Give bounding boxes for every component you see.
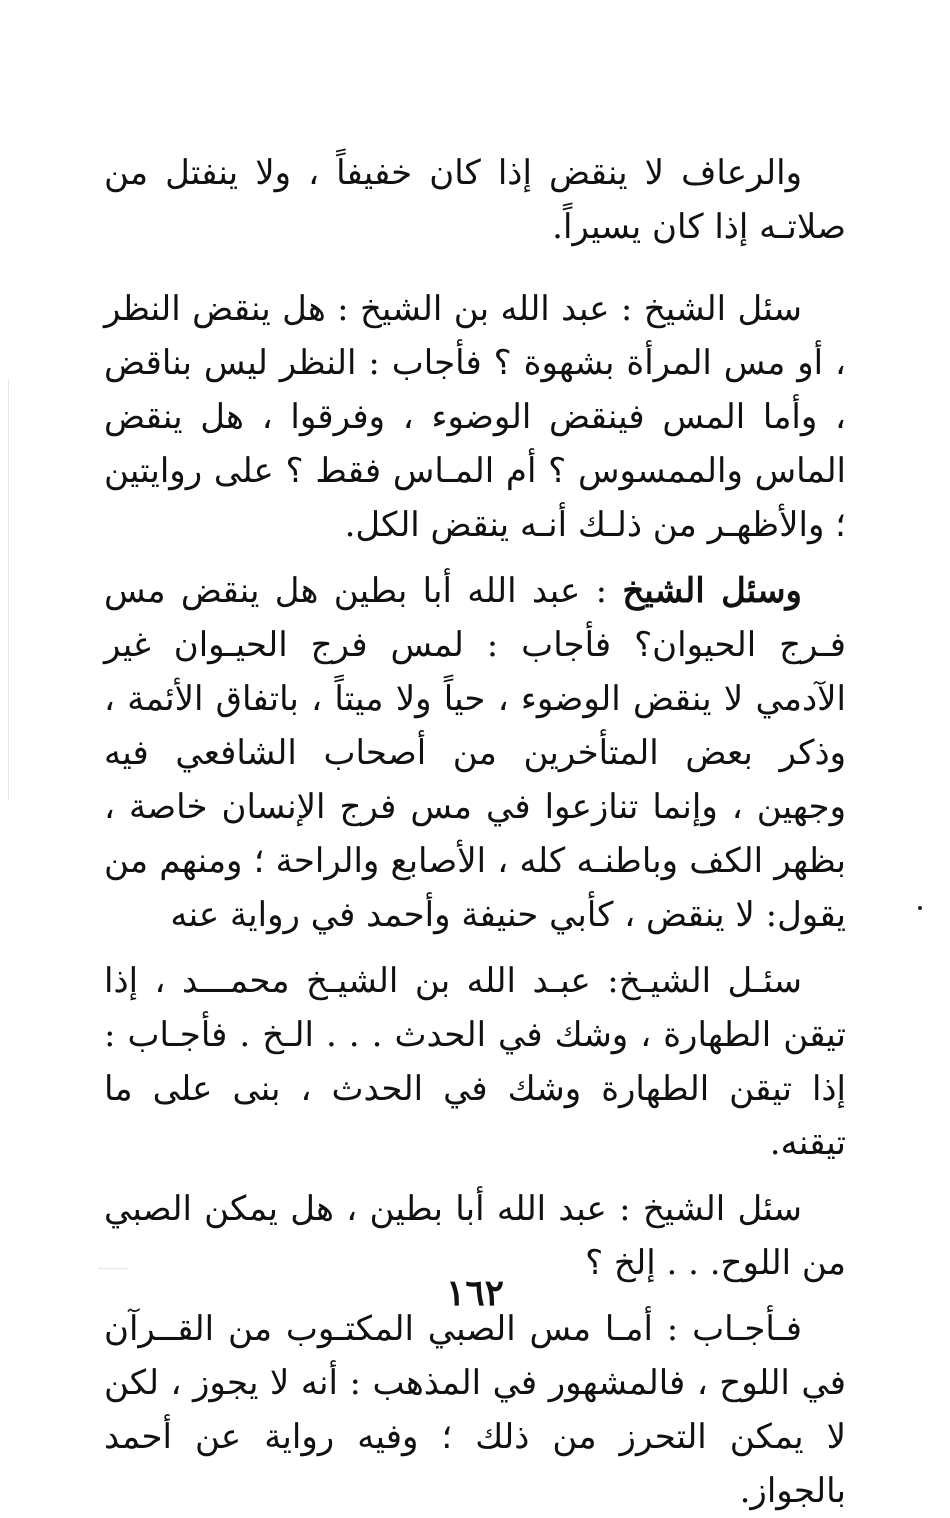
ink-speck [918, 906, 922, 910]
paragraph-child-tablet-answer: فـأجـاب : أمـا مس الصبي المكتـوب من القــرآن في اللوح ، فالمشهور في المذهب : أنه لا يجوز ، لكن لا يمكن التحرز من ذلك ؛ وفيه رواية عن أحمد بالجواز. [104, 1309, 846, 1511]
paragraph-child-tablet-question: سئل الشيخ : عبد الله أبا بطين ، هل يمكن الصبي من اللوح. . . إلخ ؟ [104, 1189, 846, 1283]
paragraph-lead-bold: وسئل الشيخ [622, 571, 802, 611]
paragraph-purity-doubt: سئـل الشيـخ: عبـد الله بن الشيـخ محمـــد ، إذا تيقن الطهارة ، وشك في الحدث . . . الـخ . فأجـاب : إذا تيقن الطهارة وشك في الحدث ، بنى على ما تيقنه. [104, 961, 846, 1163]
margin-scan-line [8, 380, 9, 800]
paragraph-looking-touching: سئل الشيخ : عبد الله بن الشيخ : هل ينقض النظر ، أو مس المرأة بشهوة ؟ فأجاب : النظر ليس بناقض ، وأما المس فينقض الوضوء ، وفرقوا ، هل ينقض الماس والممسوس ؟ أم المـاس فقط ؟ على روايتين ؛ والأظهـر من ذلـك أنـه ينقض الكل. [104, 289, 846, 545]
page-number: ١٦٢ [445, 1272, 504, 1314]
paragraph-animal-touch-text: : عبد الله أبا بطين هل ينقض مس فـرج الحيوان؟ فأجاب : لمس فرج الحيـوان غير الآدمي لا ينقض الوضوء ، حياً ولا ميتاً ، باتفاق الأئمة ، وذكر بعض المتأخرين من أصحاب الشافعي فيه وجهين ، وإنما تنازعوا في مس فرج الإنسان خاصة ، بظهر الكف وباطنـه كله ، الأصابع والراحة ؛ ومنهم من يقول: لا ينقض ، كأبي حنيفة وأحمد في رواية عنه [104, 571, 846, 935]
paragraph-nosebleed: والرعاف لا ينقض إذا كان خفيفاً ، ولا ينفتل من صلاتـه إذا كان يسيراً. [104, 153, 846, 247]
paragraph-animal-touch [104, 564, 846, 942]
